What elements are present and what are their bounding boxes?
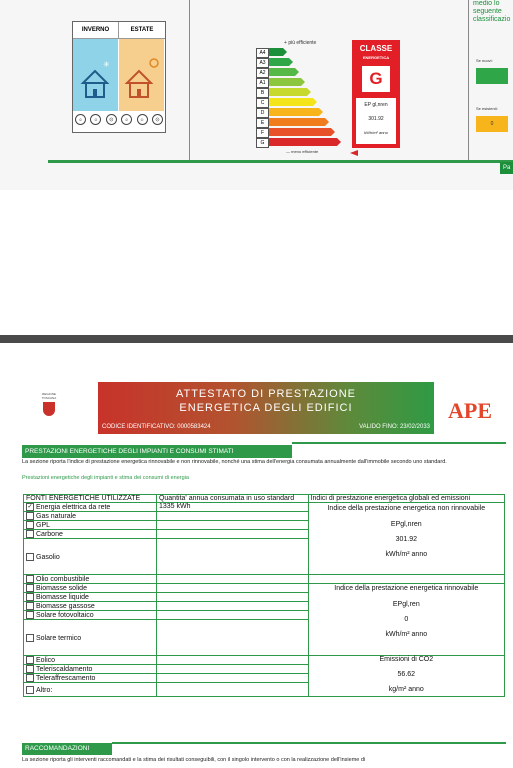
section-rule [292,442,506,444]
energy-source-cell [24,512,157,521]
rating-band-label: A2 [256,68,269,78]
rating-band-label: A4 [256,48,269,58]
energy-source-cell [24,584,157,593]
season-comfort-box [72,21,166,133]
energy-source-cell [24,530,157,539]
green-rule [48,160,513,163]
source-checkbox[interactable] [26,593,34,601]
quantity-cell [156,656,308,665]
energy-source-cell [24,683,157,697]
recommendations-title: RACCOMANDAZIONI [22,743,112,755]
source-label: Gasolio [36,553,60,561]
crest-text: TOSCANA [41,396,57,400]
rating-band-bar [269,68,299,76]
table-row [24,584,505,593]
quantity-cell [156,584,308,593]
co2-unit: kg/m² anno [388,686,424,693]
source-checkbox[interactable]: ✓ [27,504,33,510]
nren-index-title: Indice della prestazione energetica non rinnovabile [327,505,486,512]
energy-rating-scale [256,42,356,158]
summer-house-icon [119,39,164,111]
panel-text-line: medio lo [473,0,500,7]
crest-shield-icon [43,402,55,416]
ape-logo-text: APE [448,398,492,423]
table-header-row [24,495,505,503]
ep-value: 301.92 [368,116,384,122]
energy-source-cell [24,620,157,656]
face-icon: ☺ [121,114,132,125]
quantity-cell [156,620,308,656]
source-checkbox[interactable] [26,530,34,538]
table-header: Quantita' annua consumata in uso standard [156,495,308,503]
quantity-cell [156,539,308,575]
ren-index-metric: EPgl,ren [392,601,420,608]
summer-label: ESTATE [119,22,165,39]
section-title: PRESTAZIONI ENERGETICHE DEGLI IMPIANTI E CONSUMI STIMATI [22,445,292,458]
valid-until: VALIDO FINO: 23/02/2033 [359,424,430,430]
face-icon: ☺ [75,114,86,125]
crest-text: REGIONE [42,392,56,396]
rating-band-label: A3 [256,58,269,68]
quantity-cell [156,683,308,697]
banner-title-line-1: ATTESTATO DI PRESTAZIONE [175,388,357,400]
ren-index-unit: kWh/m² anno [385,631,428,638]
source-checkbox[interactable] [26,512,34,520]
face-icon: ☺ [137,114,148,125]
table-header: FONTI ENERGETICHE UTILIZZATE [24,495,157,503]
source-label: Teleraffrescamento [36,674,96,682]
nren-index-value: 301.92 [395,536,417,543]
source-checkbox[interactable] [26,575,34,583]
source-label: Solare termico [36,634,82,642]
energy-source-cell [24,674,157,683]
certificate-code: CODICE IDENTIFICATIVO: 0000583424 [102,424,211,430]
page-tab: Pa [500,162,513,174]
source-label: Energia elettrica da rete [36,503,111,511]
face-icon: ☹ [106,114,117,125]
rating-band-label: D [256,108,269,118]
source-label: Altro: [36,686,53,694]
nren-index-unit: kWh/m² anno [385,551,428,558]
source-label: Biomasse solide [36,584,87,592]
rating-band-bar [269,138,341,146]
energy-source-cell [24,593,157,602]
energy-source-cell [24,665,157,674]
table-row [24,656,505,665]
table-row [24,503,505,512]
index-cell [308,575,504,584]
energy-source-cell [24,611,157,620]
source-checkbox[interactable] [26,602,34,610]
section-subtitle: Prestazioni energetiche degli impianti e stima dei consumi di energia [22,475,189,481]
rating-band-label: A1 [256,78,269,88]
reference-panel [470,0,513,160]
quantity-cell [156,593,308,602]
energy-source-cell [24,521,157,530]
banner-title-line-2: ENERGETICA DEGLI EDIFICI [179,402,353,414]
rating-band-bar [269,48,287,56]
comfort-icons-row [75,114,163,125]
source-checkbox[interactable] [26,674,34,682]
ep-metric: EP gl,nren [364,102,388,108]
index-cell [308,584,504,656]
divider-line [468,0,469,160]
source-checkbox[interactable] [26,553,34,561]
source-label: Carbone [36,530,63,538]
energy-source-cell [24,602,157,611]
region-crest-logo [38,392,60,426]
rating-band-bar [269,108,323,116]
source-label: GPL [36,521,51,529]
rating-band-label: G [256,138,269,148]
winter-label: INVERNO [73,22,119,39]
quantity-cell [156,512,308,521]
divider-line [189,0,190,160]
source-label: Biomasse liquide [36,593,89,601]
quantity-cell: 1335 kWh [156,503,308,512]
svg-text:✳: ✳ [103,60,110,69]
worst-efficiency-label: — meno efficiente [286,149,319,154]
ape-logo [448,398,492,426]
face-icon: ☹ [152,114,163,125]
source-label: Olio combustibile [36,575,90,583]
rating-band-bar [269,118,329,126]
energy-class-value: G [362,66,390,92]
energy-class-badge [352,40,400,148]
source-checkbox[interactable] [26,656,34,664]
quantity-cell [156,674,308,683]
classe-subtitle: ENERGETICA [362,55,390,60]
co2-value: 56.62 [397,671,416,678]
quantity-cell [156,665,308,674]
page-separator [0,335,513,343]
ren-index-title: Indice della prestazione energetica rinnovabile [334,585,479,592]
energy-source-cell [24,575,157,584]
panel-text-line: classificazio [473,16,511,23]
source-checkbox[interactable] [26,584,34,592]
ren-index-value: 0 [404,616,409,623]
rating-band-label: E [256,118,269,128]
ep-value-card [356,98,396,144]
existing-building-value: 0 [476,116,508,132]
existing-building-label: Se esistenti: [476,106,498,111]
rating-band-bar [269,78,305,86]
table-row [24,575,505,584]
index-cell [308,503,504,575]
source-label: Eolico [36,656,56,664]
rating-band-label: F [256,128,269,138]
energy-source-cell [24,656,157,665]
rating-band-bar [269,58,293,66]
source-checkbox[interactable] [26,611,34,619]
co2-title: Emissioni di CO2 [379,656,434,663]
source-label: Teleriscaldamento [36,665,93,673]
ep-unit: kWh/m² anno [364,130,388,135]
source-checkbox[interactable] [26,521,34,529]
best-efficiency-label: + più efficiente [284,40,317,46]
section-rule [112,742,506,744]
energy-source-cell [24,539,157,575]
section-description: La sezione riporta l'indice di prestazione energetica rinnovabile e non rinnovabile, nonché una stima dell'energia consumata annualmente dall'immobile secondo uno standard. [22,459,447,465]
source-label: Solare fotovoltaico [36,611,94,619]
source-label: Gas naturale [36,512,77,520]
winter-house-icon [73,39,118,111]
index-cell [308,656,504,697]
rating-band-bar [269,98,317,106]
quantity-cell [156,530,308,539]
rating-band-bar [269,88,311,96]
new-building-value [476,68,508,84]
source-label: Biomasse gassose [36,602,95,610]
label-page-top [0,0,513,190]
certificate-banner [98,382,434,434]
energy-source-cell [24,503,157,512]
quantity-cell [156,575,308,584]
arrow-icon [350,143,362,149]
source-checkbox[interactable] [26,686,34,694]
table-header: Indici di prestazione energetica globali ed emissioni [308,495,504,503]
rating-band-label: C [256,98,269,108]
quantity-cell [156,602,308,611]
new-building-label: Se nuovi: [476,58,493,63]
recommendations-description: La sezione riporta gli interventi raccomandati e la stima dei risultati conseguibili, con il singolo intervento o con la realizzazione dell'insieme di [22,757,366,763]
source-checkbox[interactable] [26,634,34,642]
panel-text-line: seguente [473,8,502,15]
rating-band-bar [269,128,335,136]
quantity-cell [156,611,308,620]
nren-index-metric: EPgl,nren [390,521,422,528]
classe-title: CLASSE [359,44,393,53]
energy-sources-table [23,494,505,697]
quantity-cell [156,521,308,530]
source-checkbox[interactable] [26,665,34,673]
rating-band-label: B [256,88,269,98]
face-icon: ☺ [90,114,101,125]
